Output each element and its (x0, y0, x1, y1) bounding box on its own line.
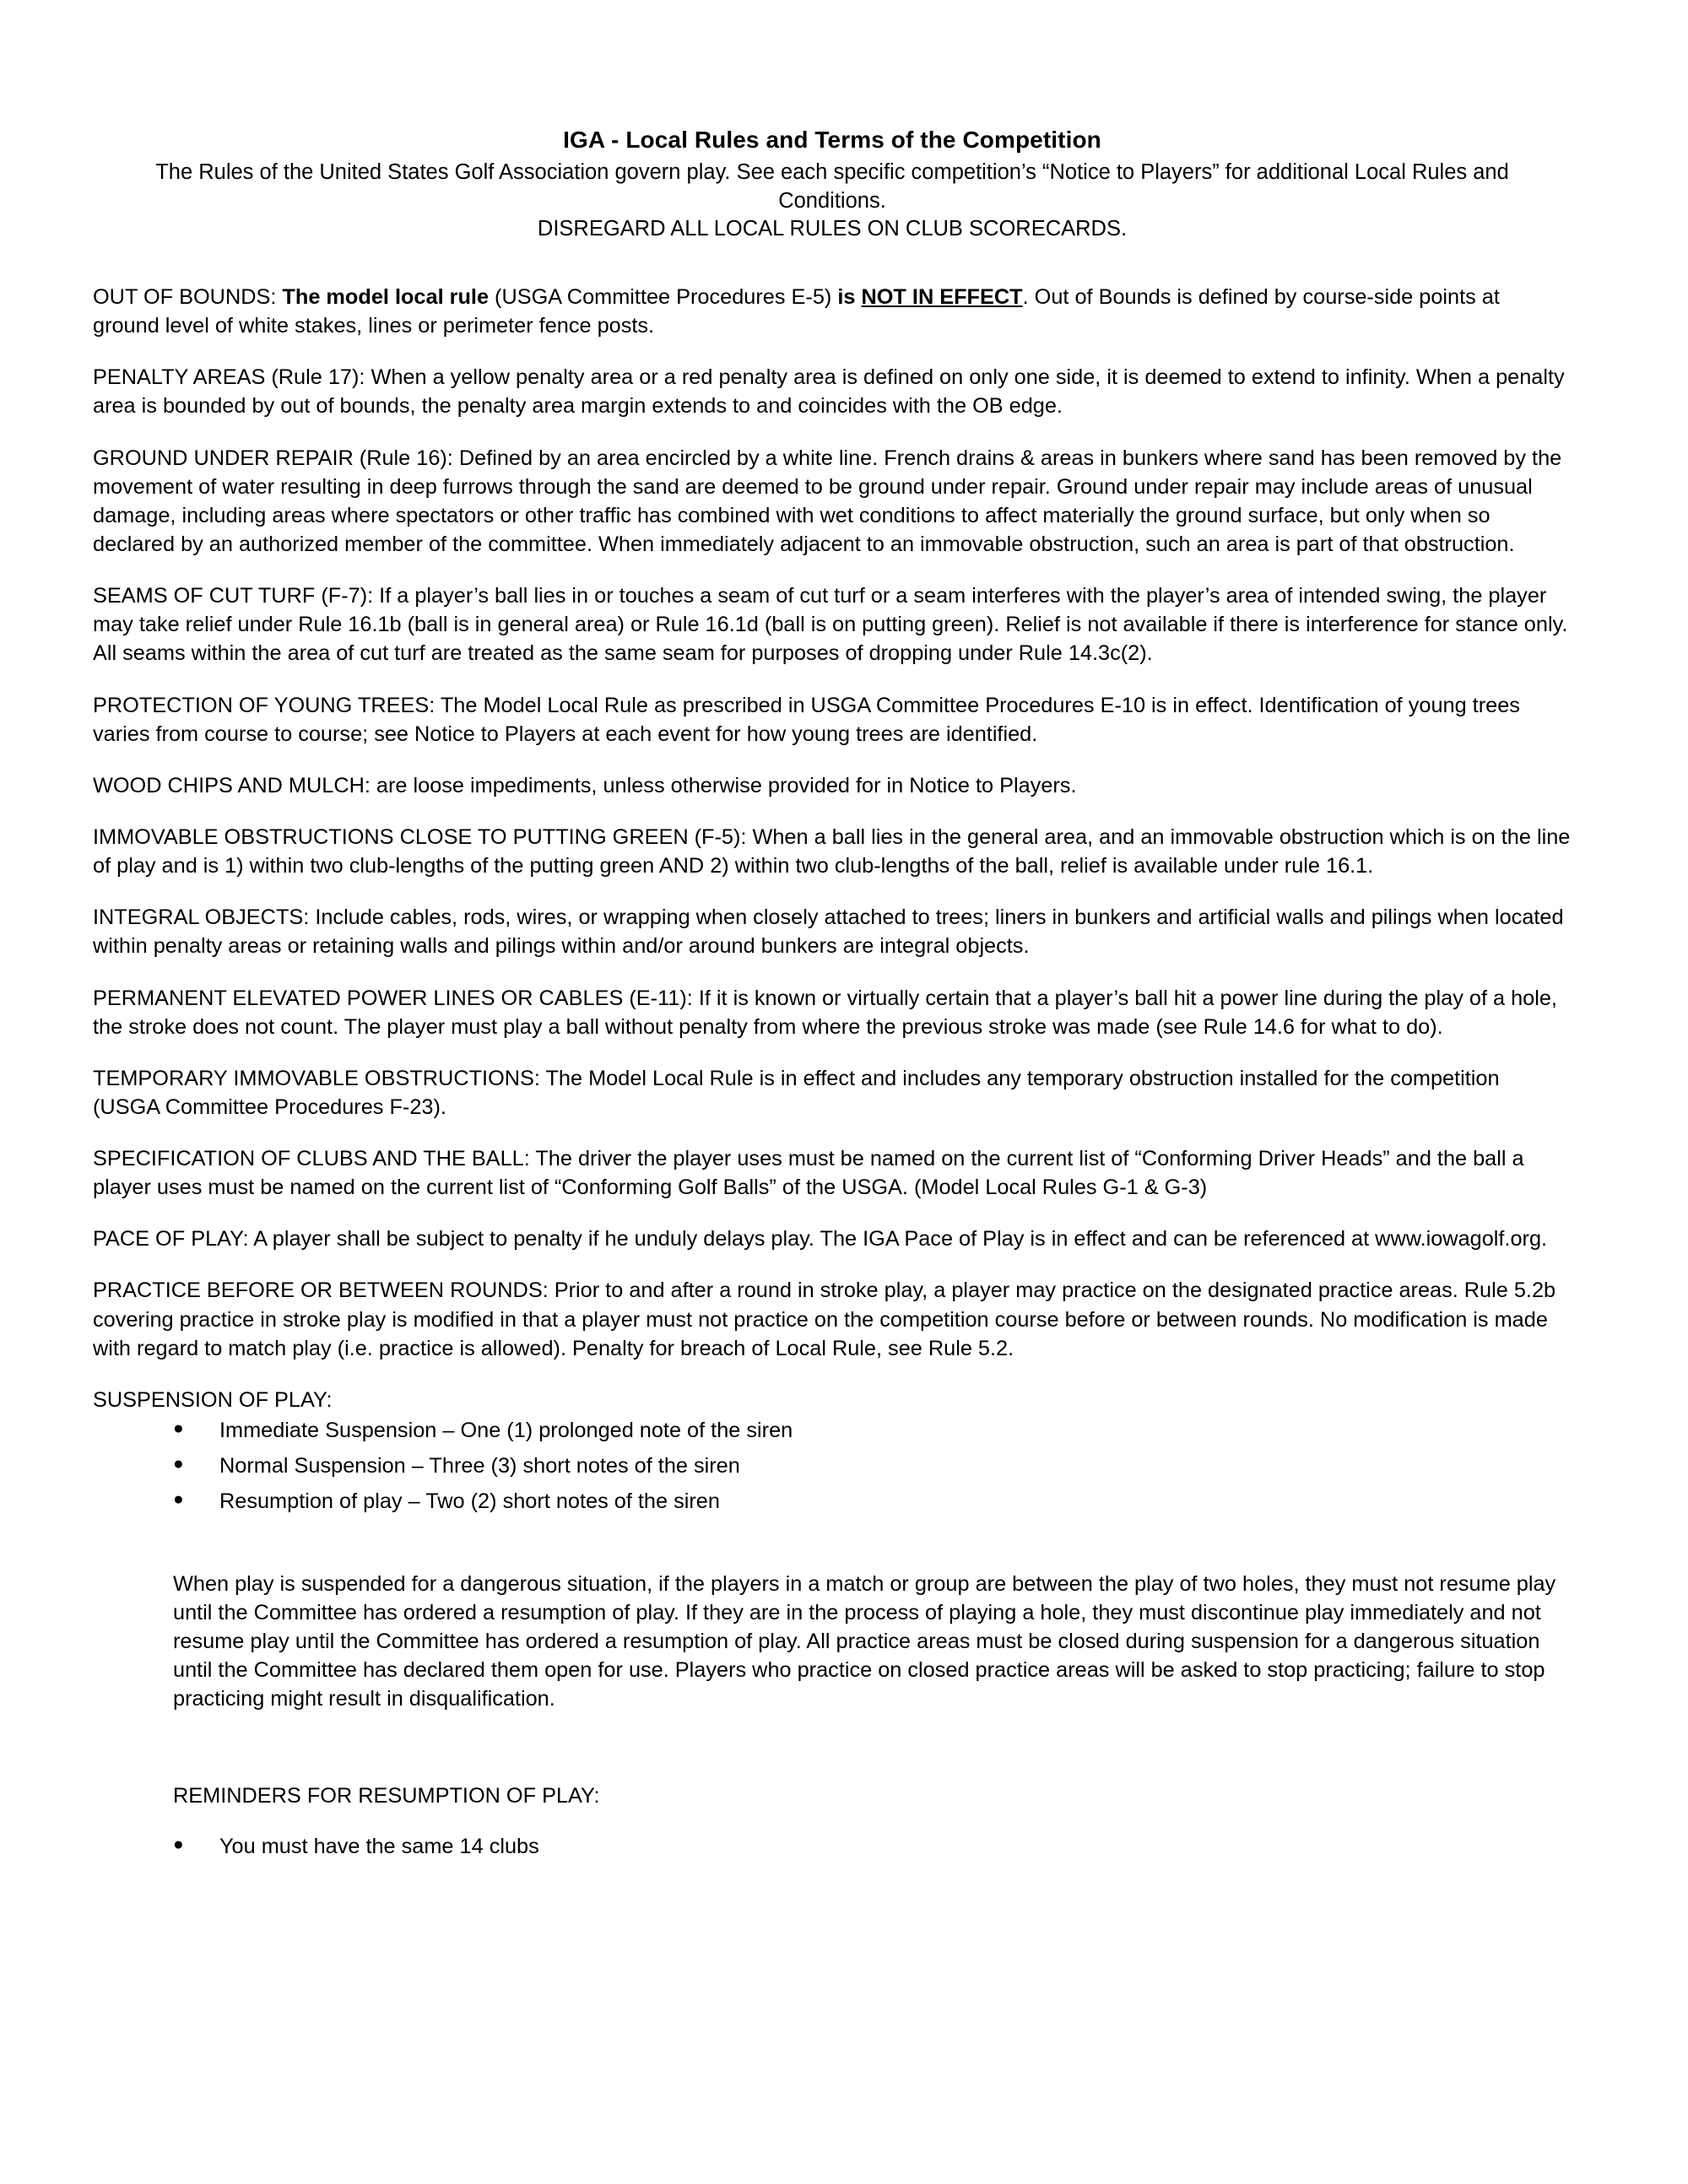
list-item (173, 1832, 1572, 1861)
reminders-heading: REMINDERS FOR RESUMPTION OF PLAY: (173, 1784, 600, 1808)
reminders-section (93, 1781, 1572, 1861)
list-item-label: Normal Suspension – Three (3) short notes of the siren (219, 1454, 740, 1479)
suspension-list (93, 1416, 1572, 1516)
bullet-icon: ● (173, 1834, 184, 1854)
suspension-paragraph: When play is suspended for a dangerous situation, if the players in a match or group are between the play of two holes, they must not resume play until the Committee has ordered a resumption of play. If they are in the process of playing a hole, they must discontinue play immediately and not resume play until the Committee has ordered a resumption of play. All practice areas must be closed during suspension for a dangerous situation until the Committee has declared them open for use. Players who practice on closed practice areas will be asked to stop practicing; failure to stop practicing might result in disqualification. (173, 1571, 1556, 1711)
list-item-label: You must have the same 14 clubs (219, 1834, 539, 1858)
list-item (173, 1487, 1572, 1516)
suspension-heading: SUSPENSION OF PLAY: (93, 1387, 333, 1412)
rule-out-of-bounds-bold-2: is (837, 284, 862, 309)
rule-ground-under-repair: GROUND UNDER REPAIR (Rule 16): Defined by an area encircled by a white line. French drains & areas in bunkers where sand has been removed by the movement of water resulting in deep furrows through the sand are deemed to be ground under repair. Ground under repair may include areas of unusual damage, including areas where spectators or other traffic has combined with wet conditions to affect materially the ground surface, but only when so declared by an authorized member of the committee. When immediately adjacent to an immovable obstruction, such an area is part of that obstruction. (93, 446, 1562, 556)
rule-temporary-immovable-obstructions: TEMPORARY IMMOVABLE OBSTRUCTIONS: The Model Local Rule is in effect and includes any temporary obstruction installed for the competition (USGA Committee Procedures F-23). (93, 1066, 1500, 1119)
bullet-icon: ● (173, 1419, 184, 1439)
rule-specification-of-clubs: SPECIFICATION OF CLUBS AND THE BALL: The driver the player uses must be named on the current list of “Conforming Driver Heads” and the ball a player uses must be named on the current list of “Conforming Golf Balls” of the USGA. (Model Local Rules G-1 & G-3) (93, 1147, 1524, 1200)
document-subtitle: The Rules of the United States Golf Association govern play. See each specific competition’s “Notice to Players” for additional Local Rules and Conditions. (155, 160, 1509, 213)
list-item-label: Resumption of play – Two (2) short notes of the siren (219, 1489, 720, 1514)
rule-integral-objects: INTEGRAL OBJECTS: Include cables, rods, wires, or wrapping when closely attached to trees; liners in bunkers and artificial walls and pilings when located within penalty areas or retaining walls and pilings within and/or around bunkers are integral objects. (93, 905, 1564, 959)
rule-immovable-obstructions: IMMOVABLE OBSTRUCTIONS CLOSE TO PUTTING GREEN (F-5): When a ball lies in the general area, and an immovable obstruction which is on the line of play and is 1) within two club-lengths of the putting green AND 2) within two club-lengths of the ball, relief is available under rule 16.1. (93, 824, 1571, 878)
rule-out-of-bounds-lead: OUT OF BOUNDS: (93, 284, 283, 309)
document-subtitle-secondary: DISREGARD ALL LOCAL RULES ON CLUB SCORECARDS. (537, 217, 1128, 241)
rule-seams-of-cut-turf: SEAMS OF CUT TURF (F-7): If a player’s ball lies in or touches a seam of cut turf or a seam interferes with the player’s area of intended swing, the player may take relief under Rule 16.1b (ball is in general area) or Rule 16.1d (ball is on putting green). Relief is not available if there is interference for stance only. All seams within the area of cut turf are treated as the same seam for purposes of dropping under Rule 14.3c(2). (93, 584, 1568, 666)
rules-body (93, 283, 1572, 1861)
suspension-of-play-section (93, 1386, 1572, 1714)
reminders-list (93, 1832, 1572, 1861)
rule-out-of-bounds-emphasis: NOT IN EFFECT (861, 284, 1023, 309)
rule-protection-of-young-trees: PROTECTION OF YOUNG TREES: The Model Local Rule as prescribed in USGA Committee Procedures E-10 is in effect. Identification of young trees varies from course to course; see Notice to Players at each event for how young trees are identified. (93, 693, 1520, 746)
bullet-icon: ● (173, 1489, 184, 1510)
rule-out-of-bounds-mid: (USGA Committee Procedures E-5) (489, 284, 838, 309)
bullet-icon: ● (173, 1454, 184, 1474)
rule-out-of-bounds-bold-1: The model local rule (282, 284, 490, 309)
rule-out-of-bounds-tail: . Out of Bounds is defined by course-side points at ground level of white stakes, lines or perimeter fence posts. (93, 284, 1500, 338)
rule-penalty-areas: PENALTY AREAS (Rule 17): When a yellow penalty area or a red penalty area is defined on only one side, it is deemed to extend to infinity. When a penalty area is bounded by out of bounds, the penalty area margin extends to and coincides with the OB edge. (93, 365, 1565, 419)
rule-wood-chips-and-mulch: WOOD CHIPS AND MULCH: are loose impediments, unless otherwise provided for in Notice to Players. (93, 773, 1077, 797)
rule-practice: PRACTICE BEFORE OR BETWEEN ROUNDS: Prior to and after a round in stroke play, a player may practice on the designated practice areas. Rule 5.2b covering practice in stroke play is modified in that a player must not practice on the competition course before or between rounds. No modification is made with regard to match play (i.e. practice is allowed). Penalty for breach of Local Rule, see Rule 5.2. (93, 1279, 1556, 1360)
page-title: IGA - Local Rules and Terms of the Competition (563, 127, 1101, 153)
list-item (173, 1451, 1572, 1480)
rule-pace-of-play: PACE OF PLAY: A player shall be subject to penalty if he unduly delays play. The IGA Pace of Play is in effect and can be referenced at www.iowagolf.org. (93, 1227, 1548, 1251)
list-item (173, 1416, 1572, 1445)
list-item-label: Immediate Suspension – One (1) prolonged note of the siren (219, 1419, 793, 1443)
rule-out-of-bounds (93, 283, 1572, 340)
rule-power-lines: PERMANENT ELEVATED POWER LINES OR CABLES (E-11): If it is known or virtually certain that a player’s ball hit a power line during the play of a hole, the stroke does not count. The player must play a ball without penalty from where the previous stroke was made (see Rule 14.6 for what to do). (93, 986, 1557, 1039)
